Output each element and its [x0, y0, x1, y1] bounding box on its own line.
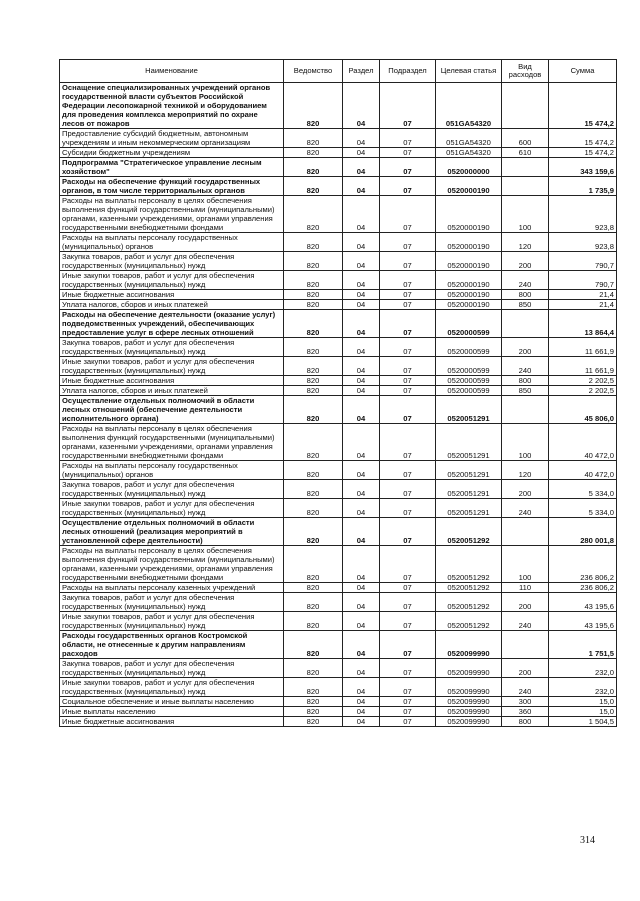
- cell-subsection: 07: [380, 659, 436, 678]
- cell-department: 820: [284, 612, 343, 631]
- cell-department: 820: [284, 196, 343, 233]
- cell-amount: 2 202,5: [549, 376, 617, 386]
- cell-amount: 1 751,5: [549, 631, 617, 659]
- cell-amount: 790,7: [549, 271, 617, 290]
- cell-target-item: 0520051292: [436, 583, 502, 593]
- cell-department: 820: [284, 396, 343, 424]
- cell-section: 04: [343, 707, 380, 717]
- cell-amount: 11 661,9: [549, 338, 617, 357]
- table-row: [60, 386, 617, 396]
- cell-amount: 1 735,9: [549, 177, 617, 196]
- cell-subsection: 07: [380, 129, 436, 148]
- cell-department: 820: [284, 338, 343, 357]
- cell-name: Уплата налогов, сборов и иных платежей: [60, 386, 284, 396]
- cell-name: Иные закупки товаров, работ и услуг для обеспечения государственных (муниципальных) нужд: [60, 271, 284, 290]
- cell-subsection: 07: [380, 461, 436, 480]
- cell-department: 820: [284, 83, 343, 129]
- cell-section: 04: [343, 376, 380, 386]
- cell-expense-type: 360: [502, 707, 549, 717]
- cell-subsection: 07: [380, 300, 436, 310]
- cell-expense-type: 120: [502, 461, 549, 480]
- cell-expense-type: 610: [502, 148, 549, 158]
- cell-amount: 923,8: [549, 233, 617, 252]
- cell-subsection: 07: [380, 158, 436, 177]
- cell-section: 04: [343, 546, 380, 583]
- cell-expense-type: 800: [502, 290, 549, 300]
- cell-subsection: 07: [380, 717, 436, 727]
- cell-department: 820: [284, 707, 343, 717]
- cell-subsection: 07: [380, 357, 436, 376]
- cell-department: 820: [284, 631, 343, 659]
- cell-expense-type: 300: [502, 697, 549, 707]
- cell-expense-type: 100: [502, 546, 549, 583]
- table-row: [60, 631, 617, 659]
- cell-name: Уплата налогов, сборов и иных платежей: [60, 300, 284, 310]
- cell-section: 04: [343, 196, 380, 233]
- cell-amount: 21,4: [549, 290, 617, 300]
- cell-subsection: 07: [380, 424, 436, 461]
- cell-department: 820: [284, 480, 343, 499]
- cell-target-item: 0520000599: [436, 310, 502, 338]
- cell-target-item: 0520000190: [436, 271, 502, 290]
- cell-section: 04: [343, 697, 380, 707]
- cell-expense-type: [502, 177, 549, 196]
- cell-expense-type: [502, 310, 549, 338]
- cell-subsection: 07: [380, 631, 436, 659]
- cell-name: Осуществление отдельных полномочий в области лесных отношений (обеспечение деятельности исполнительного органа): [60, 396, 284, 424]
- column-header-expense-type: Вид расходов: [502, 60, 549, 83]
- cell-amount: 923,8: [549, 196, 617, 233]
- cell-name: Расходы на выплаты персоналу в целях обеспечения выполнения функций государственными (муниципальными) органами, казенными учреждениями, органами управления государственными внебюджетными фондами: [60, 546, 284, 583]
- cell-section: 04: [343, 424, 380, 461]
- cell-name: Закупка товаров, работ и услуг для обеспечения государственных (муниципальных) нужд: [60, 252, 284, 271]
- cell-expense-type: 240: [502, 357, 549, 376]
- cell-expense-type: [502, 631, 549, 659]
- cell-department: 820: [284, 300, 343, 310]
- table-row: [60, 233, 617, 252]
- cell-target-item: 0520051291: [436, 461, 502, 480]
- cell-amount: 236 806,2: [549, 546, 617, 583]
- cell-section: 04: [343, 612, 380, 631]
- cell-name: Иные закупки товаров, работ и услуг для обеспечения государственных (муниципальных) нужд: [60, 357, 284, 376]
- cell-target-item: 051GA54320: [436, 83, 502, 129]
- table-row: [60, 424, 617, 461]
- cell-target-item: 0520000190: [436, 290, 502, 300]
- cell-department: 820: [284, 697, 343, 707]
- table-row: [60, 158, 617, 177]
- column-header-department: Ведомство: [284, 60, 343, 83]
- budget-sheet: [59, 59, 616, 727]
- cell-expense-type: 850: [502, 300, 549, 310]
- cell-subsection: 07: [380, 338, 436, 357]
- table-row: [60, 196, 617, 233]
- cell-target-item: 0520000000: [436, 158, 502, 177]
- cell-name: Закупка товаров, работ и услуг для обеспечения государственных (муниципальных) нужд: [60, 480, 284, 499]
- cell-amount: 43 195,6: [549, 593, 617, 612]
- table-row: [60, 480, 617, 499]
- cell-expense-type: 240: [502, 678, 549, 697]
- column-header-subsection: Подраздел: [380, 60, 436, 83]
- cell-amount: 1 504,5: [549, 717, 617, 727]
- cell-amount: 45 806,0: [549, 396, 617, 424]
- cell-amount: 5 334,0: [549, 499, 617, 518]
- table-row: [60, 546, 617, 583]
- cell-section: 04: [343, 357, 380, 376]
- cell-target-item: 0520099990: [436, 707, 502, 717]
- cell-expense-type: 200: [502, 338, 549, 357]
- cell-section: 04: [343, 678, 380, 697]
- cell-section: 04: [343, 83, 380, 129]
- cell-department: 820: [284, 129, 343, 148]
- cell-subsection: 07: [380, 83, 436, 129]
- cell-expense-type: 200: [502, 659, 549, 678]
- table-row: [60, 129, 617, 148]
- cell-name: Иные закупки товаров, работ и услуг для обеспечения государственных (муниципальных) нужд: [60, 678, 284, 697]
- cell-department: 820: [284, 376, 343, 386]
- cell-expense-type: [502, 158, 549, 177]
- cell-department: 820: [284, 252, 343, 271]
- cell-name: Расходы на обеспечение функций государственных органов, в том числе территориальных органов: [60, 177, 284, 196]
- cell-expense-type: 800: [502, 717, 549, 727]
- cell-expense-type: 100: [502, 196, 549, 233]
- cell-department: 820: [284, 290, 343, 300]
- cell-department: 820: [284, 357, 343, 376]
- cell-name: Расходы государственных органов Костромской области, не отнесенные к другим направлениям расходов: [60, 631, 284, 659]
- cell-amount: 40 472,0: [549, 424, 617, 461]
- cell-expense-type: 100: [502, 424, 549, 461]
- cell-expense-type: [502, 83, 549, 129]
- cell-department: 820: [284, 386, 343, 396]
- cell-name: Закупка товаров, работ и услуг для обеспечения государственных (муниципальных) нужд: [60, 659, 284, 678]
- table-row: [60, 271, 617, 290]
- cell-subsection: 07: [380, 271, 436, 290]
- cell-amount: 236 806,2: [549, 583, 617, 593]
- cell-amount: 280 001,8: [549, 518, 617, 546]
- cell-amount: 790,7: [549, 252, 617, 271]
- cell-section: 04: [343, 499, 380, 518]
- cell-department: 820: [284, 659, 343, 678]
- cell-department: 820: [284, 158, 343, 177]
- cell-target-item: 0520000190: [436, 177, 502, 196]
- cell-section: 04: [343, 631, 380, 659]
- cell-subsection: 07: [380, 310, 436, 338]
- cell-subsection: 07: [380, 396, 436, 424]
- cell-target-item: 0520000190: [436, 233, 502, 252]
- cell-name: Осуществление отдельных полномочий в области лесных отношений (реализация мероприятий в установленной сфере деятельности): [60, 518, 284, 546]
- cell-name: Оснащение специализированных учреждений органов государственной власти субъектов Российской Федерации лесопожарной техникой и оборудованием для проведения комплекса мероприятий по охране лесов от пожаров: [60, 83, 284, 129]
- cell-expense-type: 120: [502, 233, 549, 252]
- cell-subsection: 07: [380, 707, 436, 717]
- cell-subsection: 07: [380, 177, 436, 196]
- table-row: [60, 612, 617, 631]
- cell-name: Расходы на выплаты персоналу в целях обеспечения выполнения функций государственными (муниципальными) органами, казенными учреждениями, органами управления государственными внебюджетными фондами: [60, 424, 284, 461]
- cell-section: 04: [343, 593, 380, 612]
- cell-section: 04: [343, 480, 380, 499]
- column-header-amount: Сумма: [549, 60, 617, 83]
- column-header-target-item: Целевая статья: [436, 60, 502, 83]
- table-row: [60, 583, 617, 593]
- cell-section: 04: [343, 129, 380, 148]
- cell-department: 820: [284, 583, 343, 593]
- cell-amount: 15 474,2: [549, 83, 617, 129]
- cell-section: 04: [343, 659, 380, 678]
- cell-amount: 15,0: [549, 697, 617, 707]
- cell-section: 04: [343, 290, 380, 300]
- cell-amount: 2 202,5: [549, 386, 617, 396]
- cell-name: Расходы на обеспечение деятельности (оказание услуг) подведомственных учреждений, обеспечивающих предоставление услуг в сфере лесных отношений: [60, 310, 284, 338]
- cell-name: Расходы на выплаты персоналу государственных (муниципальных) органов: [60, 233, 284, 252]
- cell-target-item: 0520051291: [436, 424, 502, 461]
- cell-target-item: 0520051291: [436, 480, 502, 499]
- cell-section: 04: [343, 148, 380, 158]
- cell-section: 04: [343, 300, 380, 310]
- cell-section: 04: [343, 271, 380, 290]
- cell-subsection: 07: [380, 499, 436, 518]
- cell-department: 820: [284, 424, 343, 461]
- cell-name: Подпрограмма "Стратегическое управление лесным хозяйством": [60, 158, 284, 177]
- cell-target-item: 0520051291: [436, 396, 502, 424]
- cell-department: 820: [284, 717, 343, 727]
- cell-name: Закупка товаров, работ и услуг для обеспечения государственных (муниципальных) нужд: [60, 593, 284, 612]
- cell-target-item: 0520051292: [436, 612, 502, 631]
- cell-department: 820: [284, 461, 343, 480]
- cell-section: 04: [343, 386, 380, 396]
- cell-subsection: 07: [380, 196, 436, 233]
- cell-expense-type: 600: [502, 129, 549, 148]
- table-row: [60, 461, 617, 480]
- cell-department: 820: [284, 593, 343, 612]
- cell-name: Иные бюджетные ассигнования: [60, 717, 284, 727]
- cell-department: 820: [284, 518, 343, 546]
- cell-target-item: 0520099990: [436, 717, 502, 727]
- cell-subsection: 07: [380, 678, 436, 697]
- cell-subsection: 07: [380, 593, 436, 612]
- cell-target-item: 051GA54320: [436, 129, 502, 148]
- cell-subsection: 07: [380, 233, 436, 252]
- cell-name: Иные бюджетные ассигнования: [60, 290, 284, 300]
- table-row: [60, 717, 617, 727]
- cell-subsection: 07: [380, 386, 436, 396]
- budget-table: [59, 59, 617, 727]
- cell-name: Расходы на выплаты персоналу государственных (муниципальных) органов: [60, 461, 284, 480]
- cell-target-item: 051GA54320: [436, 148, 502, 158]
- cell-subsection: 07: [380, 376, 436, 386]
- cell-amount: 232,0: [549, 678, 617, 697]
- cell-expense-type: 850: [502, 386, 549, 396]
- cell-target-item: 0520051292: [436, 546, 502, 583]
- cell-amount: 21,4: [549, 300, 617, 310]
- cell-amount: 232,0: [549, 659, 617, 678]
- cell-name: Расходы на выплаты персоналу в целях обеспечения выполнения функций государственными (муниципальными) органами, казенными учреждениями, органами управления государственными внебюджетными фондами: [60, 196, 284, 233]
- cell-target-item: 0520051292: [436, 593, 502, 612]
- cell-amount: 43 195,6: [549, 612, 617, 631]
- cell-subsection: 07: [380, 697, 436, 707]
- cell-subsection: 07: [380, 518, 436, 546]
- cell-target-item: 0520000599: [436, 386, 502, 396]
- cell-expense-type: 240: [502, 499, 549, 518]
- cell-subsection: 07: [380, 480, 436, 499]
- cell-name: Предоставление субсидий бюджетным, автономным учреждениям и иным некоммерческим организациям: [60, 129, 284, 148]
- cell-amount: 11 661,9: [549, 357, 617, 376]
- table-row: [60, 252, 617, 271]
- cell-target-item: 0520099990: [436, 678, 502, 697]
- cell-subsection: 07: [380, 612, 436, 631]
- table-row: [60, 518, 617, 546]
- cell-expense-type: 800: [502, 376, 549, 386]
- cell-target-item: 0520000190: [436, 252, 502, 271]
- cell-department: 820: [284, 148, 343, 158]
- cell-subsection: 07: [380, 148, 436, 158]
- table-row: [60, 177, 617, 196]
- cell-section: 04: [343, 338, 380, 357]
- table-row: [60, 499, 617, 518]
- column-header-section: Раздел: [343, 60, 380, 83]
- cell-name: Иные бюджетные ассигнования: [60, 376, 284, 386]
- cell-department: 820: [284, 546, 343, 583]
- cell-expense-type: [502, 518, 549, 546]
- cell-name: Расходы на выплаты персоналу казенных учреждений: [60, 583, 284, 593]
- cell-subsection: 07: [380, 546, 436, 583]
- cell-subsection: 07: [380, 583, 436, 593]
- page-number: 314: [580, 835, 595, 846]
- cell-target-item: 0520099990: [436, 697, 502, 707]
- cell-section: 04: [343, 177, 380, 196]
- cell-target-item: 0520051292: [436, 518, 502, 546]
- cell-department: 820: [284, 499, 343, 518]
- table-row: [60, 83, 617, 129]
- cell-target-item: 0520099990: [436, 659, 502, 678]
- cell-amount: 40 472,0: [549, 461, 617, 480]
- cell-expense-type: 110: [502, 583, 549, 593]
- table-row: [60, 707, 617, 717]
- cell-expense-type: 240: [502, 271, 549, 290]
- table-row: [60, 338, 617, 357]
- table-row: [60, 593, 617, 612]
- cell-expense-type: [502, 396, 549, 424]
- table-row: [60, 300, 617, 310]
- column-header-name: Наименование: [60, 60, 284, 83]
- cell-amount: 15 474,2: [549, 148, 617, 158]
- cell-expense-type: 200: [502, 593, 549, 612]
- cell-expense-type: 200: [502, 480, 549, 499]
- cell-department: 820: [284, 177, 343, 196]
- cell-target-item: 0520000599: [436, 338, 502, 357]
- cell-name: Социальное обеспечение и иные выплаты населению: [60, 697, 284, 707]
- cell-department: 820: [284, 271, 343, 290]
- cell-section: 04: [343, 252, 380, 271]
- cell-section: 04: [343, 310, 380, 338]
- cell-expense-type: 240: [502, 612, 549, 631]
- cell-target-item: 0520099990: [436, 631, 502, 659]
- table-row: [60, 290, 617, 300]
- cell-target-item: 0520000599: [436, 376, 502, 386]
- table-row: [60, 310, 617, 338]
- cell-name: Иные закупки товаров, работ и услуг для обеспечения государственных (муниципальных) нужд: [60, 499, 284, 518]
- table-row: [60, 396, 617, 424]
- cell-section: 04: [343, 518, 380, 546]
- cell-name: Иные закупки товаров, работ и услуг для обеспечения государственных (муниципальных) нужд: [60, 612, 284, 631]
- cell-amount: 15 474,2: [549, 129, 617, 148]
- cell-target-item: 0520000599: [436, 357, 502, 376]
- table-row: [60, 697, 617, 707]
- cell-name: Иные выплаты населению: [60, 707, 284, 717]
- cell-amount: 343 159,6: [549, 158, 617, 177]
- cell-department: 820: [284, 310, 343, 338]
- cell-section: 04: [343, 396, 380, 424]
- table-header-row: [60, 60, 617, 83]
- table-row: [60, 678, 617, 697]
- cell-target-item: 0520051291: [436, 499, 502, 518]
- cell-name: Закупка товаров, работ и услуг для обеспечения государственных (муниципальных) нужд: [60, 338, 284, 357]
- cell-amount: 15,0: [549, 707, 617, 717]
- cell-section: 04: [343, 717, 380, 727]
- cell-section: 04: [343, 233, 380, 252]
- cell-target-item: 0520000190: [436, 300, 502, 310]
- cell-amount: 5 334,0: [549, 480, 617, 499]
- cell-section: 04: [343, 583, 380, 593]
- cell-target-item: 0520000190: [436, 196, 502, 233]
- cell-expense-type: 200: [502, 252, 549, 271]
- table-row: [60, 659, 617, 678]
- cell-department: 820: [284, 233, 343, 252]
- table-row: [60, 357, 617, 376]
- table-row: [60, 376, 617, 386]
- cell-amount: 13 864,4: [549, 310, 617, 338]
- cell-subsection: 07: [380, 252, 436, 271]
- cell-section: 04: [343, 158, 380, 177]
- table-row: [60, 148, 617, 158]
- cell-name: Субсидии бюджетным учреждениям: [60, 148, 284, 158]
- cell-subsection: 07: [380, 290, 436, 300]
- cell-department: 820: [284, 678, 343, 697]
- cell-section: 04: [343, 461, 380, 480]
